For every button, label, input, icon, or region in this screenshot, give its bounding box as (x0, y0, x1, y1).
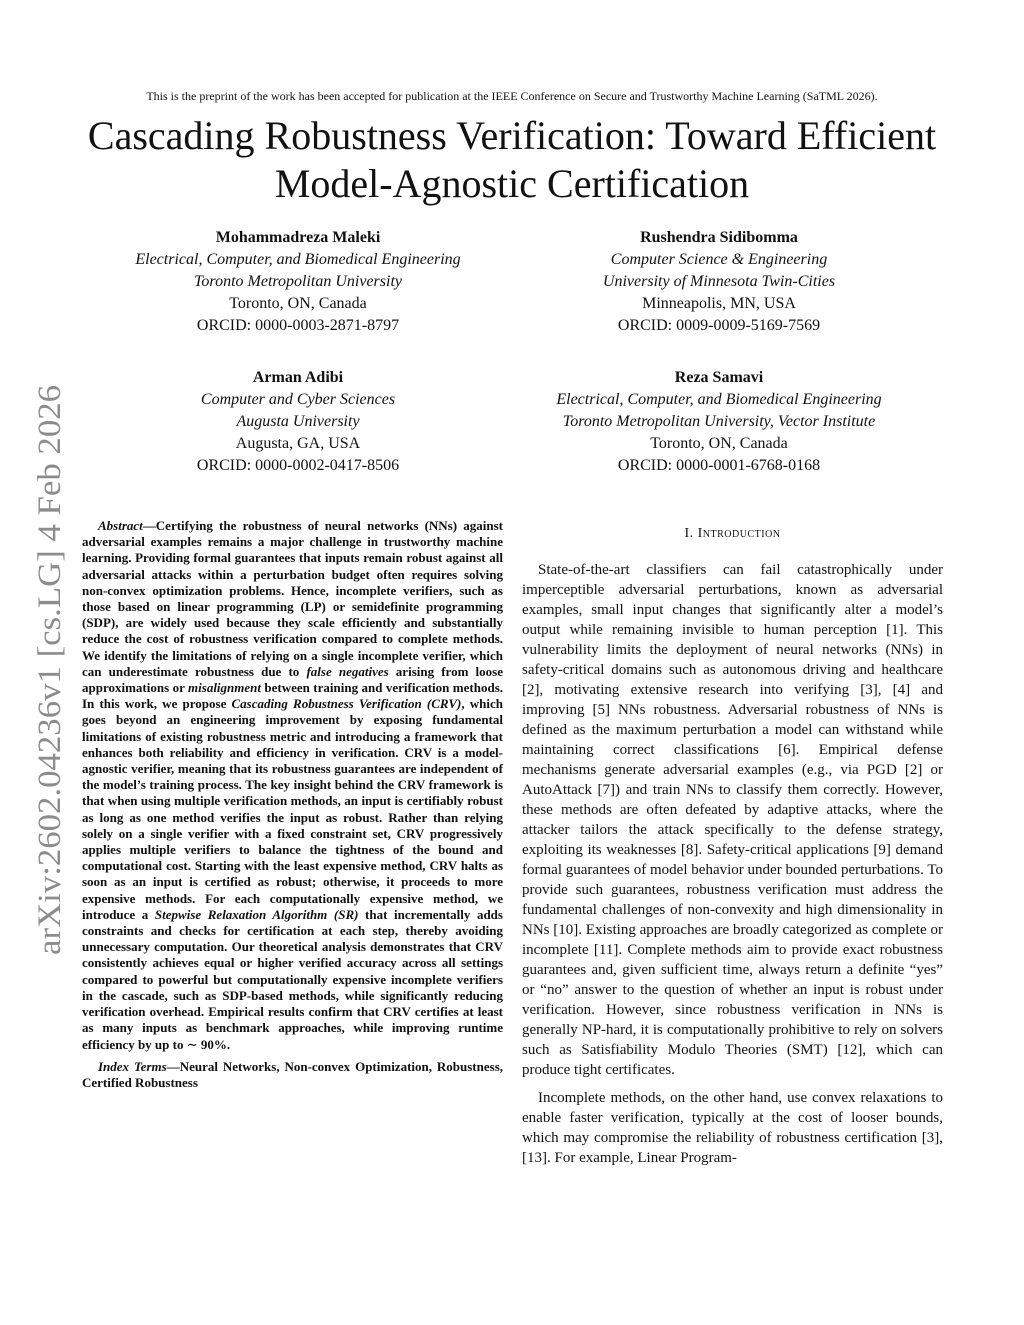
author-location: Toronto, ON, Canada (229, 295, 367, 312)
index-terms-label: Index Terms (98, 1058, 167, 1074)
abstract-text: arising from loose approximations or (82, 663, 503, 696)
abstract-label: Abstract (98, 518, 143, 533)
intro-paragraph-1: State-of-the-art classifiers can fail catastrophically under imperceptible adversarial perturbations, known as adversarial examples, small input changes that significantly alter a model’s output while remaining invisible to human perception [1]. This vulnerability limits the deployment of neural networks (NNs) in safety-critical domains such as autonomous driving and healthcare [2], motivating extensive research into verifying [3], [4] and improving [5] NNs robustness. Adversarial robustness of NNs is defined as the maximum perturbation a model can withstand while maintaining correct classifications [6]. Empirical defense mechanisms generate adversarial examples (e.g., via PGD [2] or AutoAttack [7]) and train NNs to classify them correctly. However, these methods are often defeated by adaptive attacks, where the attacker tailors the attack specifically to the defense strategy, exploiting its weaknesses [8]. Safety-critical applications [9] demand formal guarantees of model behavior under bounded perturbations. To provide such guarantees, robustness verification must address the fundamental challenges of non-convexity and high dimensionality in NNs [10]. Existing approaches are broadly categorized as complete or incomplete [11]. Complete methods aim to provide exact robustness guarantees and, given sufficient time, always return a definite “yes” or “no” answer to the question of whether an input is robust under verification. However, since robustness verification in NNs is generally NP-hard, it is computationally prohibitive to rely on solvers such as Satisfiability Modulo Theories (SMT) [12], which can produce tight certificates. (522, 562, 943, 1078)
intro-paragraph-2: Incomplete methods, on the other hand, use convex relaxations to enable faster verification, typically at the cost of looser bounds, which may compromise the reliability of robustness certification [3], [13]. For example, Linear Program- (522, 1090, 943, 1166)
abstract-emphasis: misalignment (188, 680, 261, 696)
paper-title (60, 112, 964, 208)
author-department: Computer and Cyber Sciences (200, 391, 396, 408)
author-orcid: ORCID: 0009-0009-5169-7569 (617, 317, 821, 334)
author-name: Arman Adibi (252, 369, 344, 386)
abstract-text: between training and verification methods. In this work, we propose (82, 680, 504, 712)
section-heading-introduction: I. Introduction (684, 526, 781, 541)
abstract-text: Certifying the robustness of neural networks (NNs) against adversarial examples remains a major challenge in trustworthy machine learning. Providing formal guarantees that inputs remain robust against all adversarial attacks within a perturbation budget often requires solving non-convex optimization problems. Hence, incomplete verifiers, such as those based on linear programming (LP) or semidefinite programming (SDP), are widely used because they scale efficiently and substantially reduce the cost of robustness verification compared to complete methods. We identify the limitations of relying on a single incomplete verifier, which can underestimate robustness due to (82, 518, 503, 679)
abstract-emphasis: Stepwise Relaxation Algorithm (SR) (154, 906, 359, 922)
author-department: Computer Science & Engineering (610, 251, 828, 268)
arxiv-identifier-stamp (12, 380, 72, 960)
introduction-column (522, 518, 943, 1176)
index-terms: Index Terms—Neural Networks, Non-convex Optimization, Robustness, Certified Robustness (82, 1058, 503, 1090)
author-department: Electrical, Computer, and Biomedical Engineering (556, 391, 882, 408)
author-block-1 (88, 227, 508, 337)
index-terms-text: Neural Networks, Non-convex Optimization, Robustness, Certified Robustness (82, 1058, 503, 1090)
author-block-4 (509, 367, 929, 477)
author-name: Mohammadreza Maleki (215, 229, 381, 246)
author-institution: Toronto Metropolitan University (194, 273, 402, 290)
author-block-2 (509, 227, 929, 337)
author-orcid: ORCID: 0000-0002-0417-8506 (196, 457, 400, 474)
author-institution: University of Minnesota Twin-Cities (602, 273, 836, 290)
title-line-1: Cascading Robustness Verification: Toward Efficient (87, 113, 937, 158)
abstract-column (82, 518, 503, 1091)
abstract-emphasis: false negatives (306, 663, 389, 679)
abstract-paragraph: Abstract—Certifying the robustness of neural networks (NNs) against adversarial examples remains a major challenge in trustworthy machine learning. Providing formal guarantees that inputs remain robust against all adversarial attacks within a perturbation budget often requires solving non-convex optimization problems. Hence, incomplete verifiers, such as those based on linear programming (LP) or semidefinite programming (SDP), are widely used because they scale efficiently and substantially reduce the cost of robustness verification compared to complete methods. We identify the limitations of relying on a single incomplete verifier, which can underestimate robustness due to false negatives arising from loose approximations or misalignment between training and verification methods. In this work, we propose Cascading Robustness Verification (CRV), which goes beyond an engineering improvement by exposing fundamental limitations of existing robustness metric and introducing a framework that enhances both reliability and efficiency in verification. CRV is a model-agnostic verifier, meaning that its robustness guarantees are independent of the model’s training process. The key insight behind the CRV framework is that when using multiple verification methods, an input is certifiably robust as long as one method verifies the input as robust. Rather than relying solely on a single verifier with a fixed constraint set, CRV progressively applies multiple verifiers to balance the tightness of the bound and computational cost. Starting with the least expensive method, CRV halts as soon as an input is certified as robust; otherwise, it proceeds to more expensive methods. For each computationally expensive method, we introduce a Stepwise Relaxation Algorithm (SR) that incrementally adds constraints and checks for certification at each step, thereby avoiding unnecessary computation. Our theoretical analysis demonstrates that CRV consistently achieves equal or higher verified accuracy across all settings compared to powerful but computationally expensive incomplete verifiers in the cascade, such as SDP-based methods, while significantly reducing verification overhead. Empirical results confirm that CRV certifies at least as many inputs as benchmark approaches, while improving runtime efficiency by up to ∼ 90%. (82, 518, 504, 1052)
author-location: Augusta, GA, USA (235, 435, 361, 452)
author-institution: Toronto Metropolitan University, Vector Institute (562, 413, 876, 430)
author-location: Minneapolis, MN, USA (642, 295, 796, 312)
author-name: Rushendra Sidibomma (640, 229, 798, 246)
author-department: Electrical, Computer, and Biomedical Engineering (135, 251, 461, 268)
abstract-text: that incrementally adds constraints and checks for certification at each step, thereby avoiding unnecessary computation. Our theoretical analysis demonstrates that CRV consistently achieves equal or higher verified accuracy across all settings compared to powerful but computationally expensive incomplete verifiers in the cascade, such as SDP-based methods, while significantly reducing verification overhead. Empirical results confirm that CRV certifies at least as many inputs as benchmark approaches, while improving runtime efficiency by up to ∼ 90%. (82, 906, 503, 1052)
author-institution: Augusta University (236, 413, 360, 430)
author-orcid: ORCID: 0000-0001-6768-0168 (617, 457, 821, 474)
author-location: Toronto, ON, Canada (650, 435, 788, 452)
abstract-text: , which goes beyond an engineering improvement by exposing fundamental limitations of existing robustness metric and introducing a framework that enhances both reliability and efficiency in verification. CRV is a model-agnostic verifier, meaning that its robustness guarantees are independent of the model’s training process. The key insight behind the CRV framework is that when using multiple verification methods, an input is certifiably robust as long as one method verifies the input as robust. Rather than relying solely on a single verifier with a fixed constraint set, CRV progressively applies multiple verifiers to balance the tightness of the bound and computational cost. Starting with the least expensive method, CRV halts as soon as an input is certified as robust; otherwise, it proceeds to more expensive methods. For each computationally expensive method, we introduce a (82, 696, 503, 922)
author-name: Reza Samavi (674, 369, 764, 386)
arxiv-identifier-text: arXiv:2602.04236v1 [cs.LG] 4 Feb 2026 (32, 414, 68, 955)
preprint-note: This is the preprint of the work has been accepted for publication at the IEEE Conference on Secure and Trustworthy Machine Learning (SaTML 2026). (146, 89, 878, 103)
title-line-2: Model-Agnostic Certification (274, 161, 750, 206)
abstract-emphasis: Cascading Robustness Verification (CRV) (231, 696, 462, 712)
author-block-3 (88, 367, 508, 477)
author-orcid: ORCID: 0000-0003-2871-8797 (196, 317, 400, 334)
